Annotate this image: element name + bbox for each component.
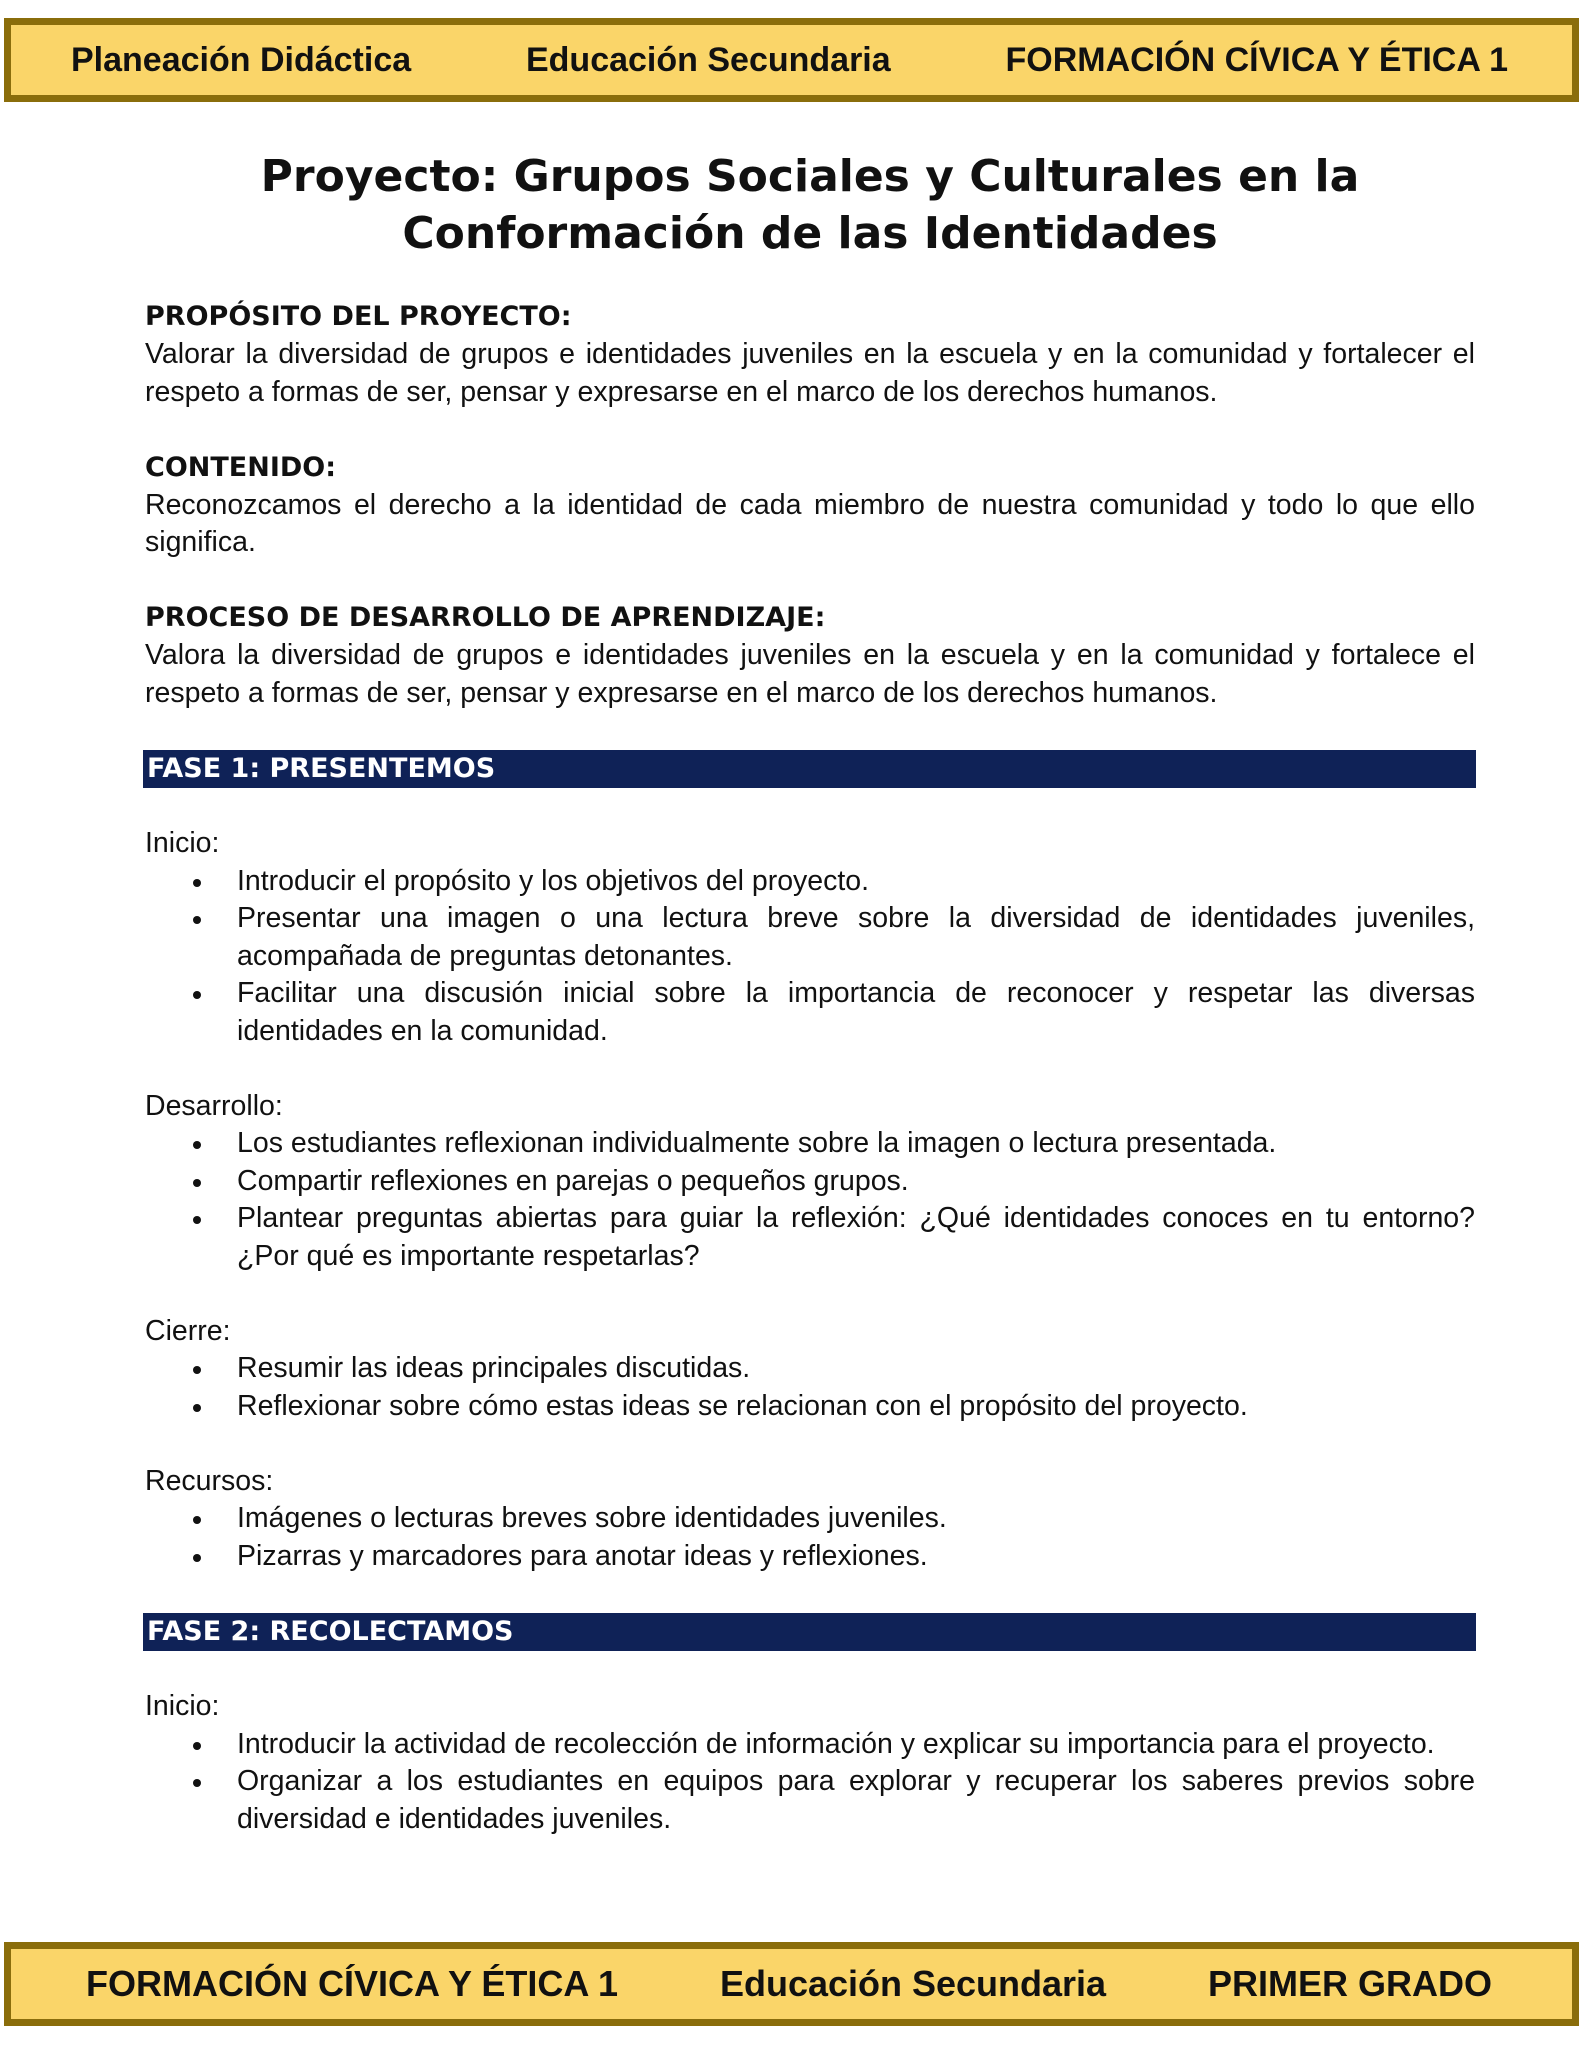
fase1-title: FASE 1: PRESENTEMOS xyxy=(143,750,1476,788)
contenido-section xyxy=(145,449,1475,562)
list-item: Organizar a los estudiantes en equipos para explorar y recuperar los saberes previos sobre diversidad e identidades juveniles. xyxy=(193,1763,1475,1838)
title-line-1: Proyecto: Grupos Sociales y Culturales en la xyxy=(260,151,1360,202)
fase1-section xyxy=(145,750,1475,1576)
list-item: Introducir la actividad de recolección de información y explicar su importancia para el proyecto. xyxy=(193,1726,1475,1764)
document-title xyxy=(200,148,1420,262)
fase1-inicio-list xyxy=(145,863,1475,1051)
list-item: Facilitar una discusión inicial sobre la importancia de reconocer y respetar las diversas identidades en la comunidad. xyxy=(193,975,1475,1050)
fase2-section xyxy=(145,1613,1475,1839)
fase2-inicio-label: Inicio: xyxy=(145,1690,220,1722)
proposito-text: Valorar la diversidad de grupos e identidades juveniles en la escuela y en la comunidad y fortalecer el respeto a formas de ser, pensar y expresarse en el marco de los derechos humanos. xyxy=(145,338,1475,408)
fase1-inicio-label: Inicio: xyxy=(145,827,220,859)
proceso-text: Valora la diversidad de grupos e identidades juveniles en la escuela y en la comunidad y fortalece el respeto a formas de ser, pensar y expresarse en el marco de los derechos humanos. xyxy=(145,639,1475,709)
list-item: Pizarras y marcadores para anotar ideas y reflexiones. xyxy=(193,1538,1475,1576)
fase1-recursos-label: Recursos: xyxy=(145,1464,274,1497)
list-item: Introducir el propósito y los objetivos del proyecto. xyxy=(193,863,1475,901)
title-line-2: Conformación de las Identidades xyxy=(402,208,1218,259)
fase1-recursos-list xyxy=(145,1500,1475,1575)
list-item: Resumir las ideas principales discutidas. xyxy=(193,1350,1475,1388)
fase2-title: FASE 2: RECOLECTAMOS xyxy=(143,1613,1476,1651)
footer-banner xyxy=(4,1942,1579,2026)
footer-right: PRIMER GRADO xyxy=(1207,1963,1492,2004)
list-item: Imágenes o lecturas breves sobre identidades juveniles. xyxy=(193,1500,1475,1538)
fase2-inicio-list xyxy=(145,1726,1475,1839)
list-item: Plantear preguntas abiertas para guiar la reflexión: ¿Qué identidades conoces en tu entorno? ¿Por qué es importante respetarlas? xyxy=(193,1200,1475,1275)
list-item: Presentar una imagen o una lectura breve sobre la diversidad de identidades juveniles, acompañada de preguntas detonantes. xyxy=(193,900,1475,975)
proposito-section xyxy=(145,298,1475,411)
contenido-heading: CONTENIDO: xyxy=(145,451,337,483)
contenido-text: Reconozcamos el derecho a la identidad de cada miembro de nuestra comunidad y todo lo que ello significa. xyxy=(145,488,1475,558)
proceso-section xyxy=(145,599,1475,712)
fase1-cierre-label: Cierre: xyxy=(145,1314,231,1347)
header-banner xyxy=(4,18,1579,102)
header-left: Planeación Didáctica xyxy=(71,40,412,79)
list-item: Reflexionar sobre cómo estas ideas se relacionan con el propósito del proyecto. xyxy=(193,1388,1475,1426)
footer-center: Educación Secundaria xyxy=(719,1963,1107,2004)
footer-left: FORMACIÓN CÍVICA Y ÉTICA 1 xyxy=(86,1963,619,2004)
proceso-heading: PROCESO DE DESARROLLO DE APRENDIZAJE: xyxy=(145,602,826,633)
proposito-heading: PROPÓSITO DEL PROYECTO: xyxy=(145,301,572,332)
fase1-desarrollo-label: Desarrollo: xyxy=(145,1089,283,1122)
header-center: Educación Secundaria xyxy=(525,40,891,79)
fase1-desarrollo-list xyxy=(145,1125,1475,1275)
document-body xyxy=(145,298,1475,1838)
fase1-cierre-list xyxy=(145,1350,1475,1425)
list-item: Los estudiantes reflexionan individualmente sobre la imagen o lectura presentada. xyxy=(193,1125,1475,1163)
header-right: FORMACIÓN CÍVICA Y ÉTICA 1 xyxy=(1005,40,1508,79)
list-item: Compartir reflexiones en parejas o pequeños grupos. xyxy=(193,1163,1475,1201)
